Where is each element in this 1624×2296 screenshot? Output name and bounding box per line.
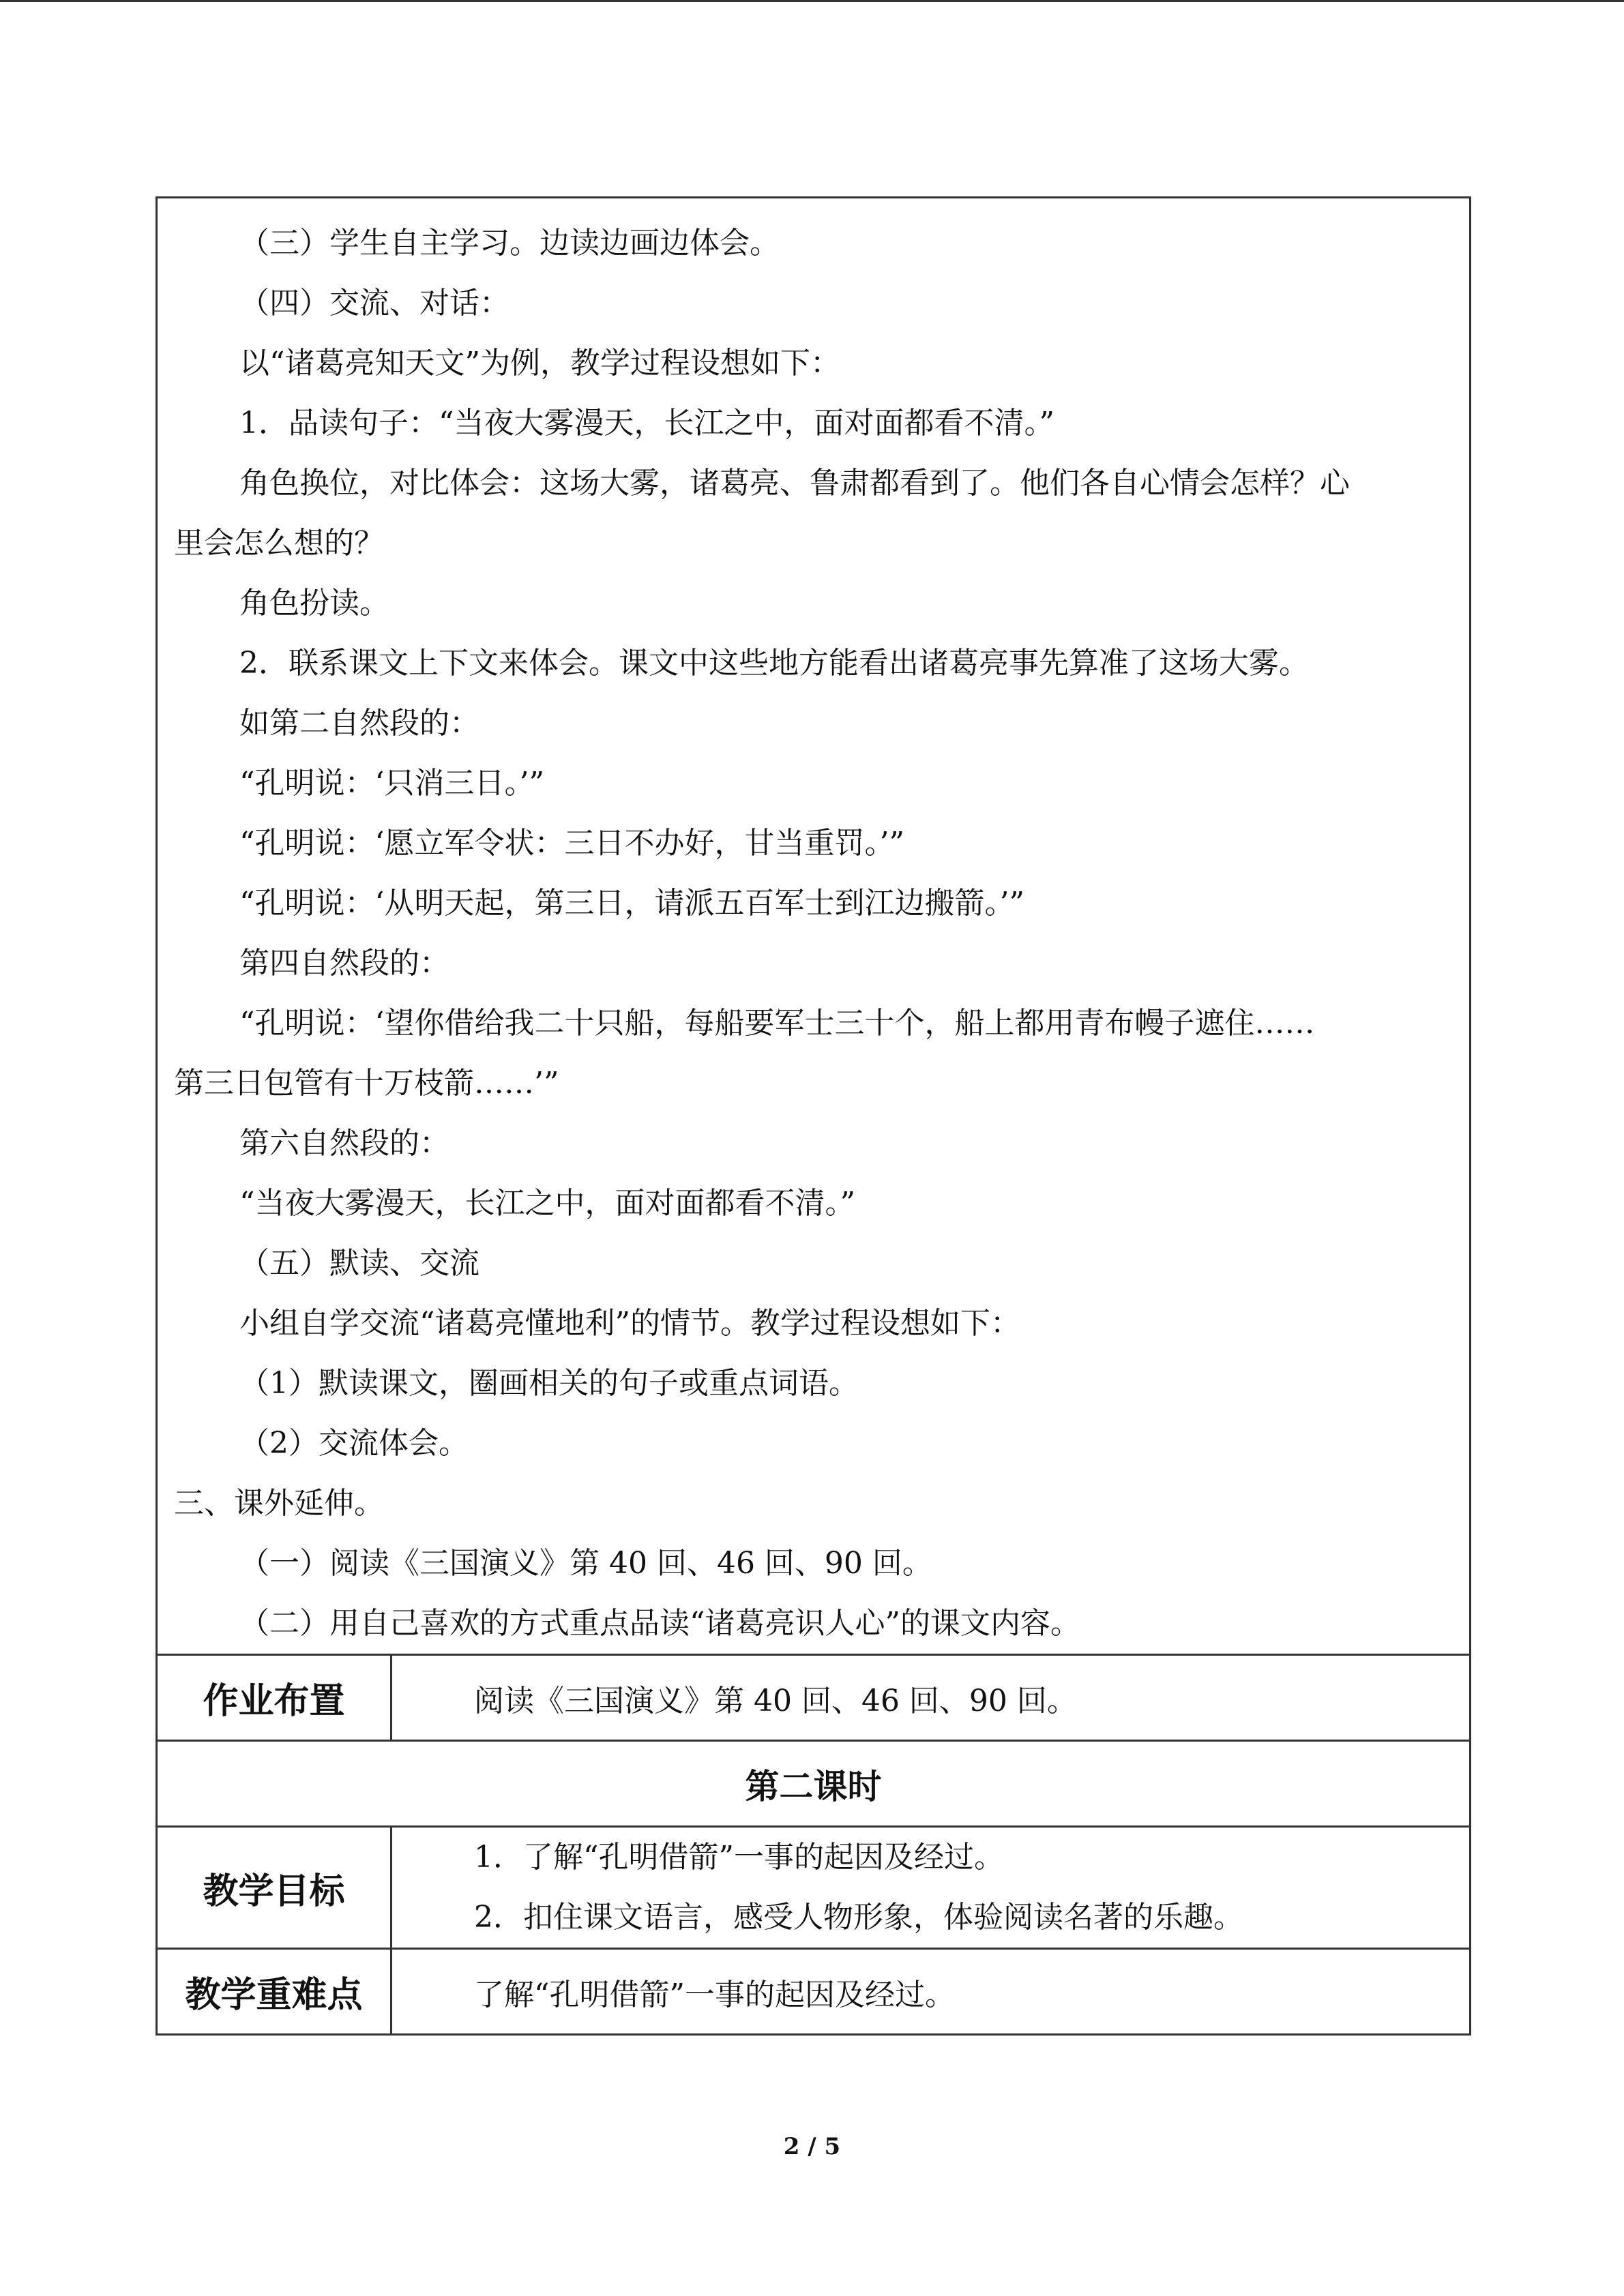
content-line: “孔明说：‘望你借给我二十只船，每船要军士三十个，船上都用青布幔子遮住…… <box>239 1006 1315 1041</box>
content-line: 第四自然段的： <box>239 946 449 981</box>
content-line: “孔明说：‘只消三日。’” <box>239 766 544 801</box>
content-line: （四）交流、对话： <box>239 286 510 320</box>
teaching-process-content <box>157 198 1471 1655</box>
content-line: （1）默读课文，圈画相关的句子或重点词语。 <box>239 1366 859 1401</box>
teaching-goals-row <box>157 1827 1471 1949</box>
content-line: （2）交流体会。 <box>239 1426 469 1461</box>
teaching-process-row <box>157 198 1471 1655</box>
content-line: 如第二自然段的： <box>239 706 479 741</box>
teaching-goal-item: 1．了解“孔明借箭”一事的起因及经过。 <box>474 1840 1004 1875</box>
content-line: 以“诸葛亮知天文”为例，教学过程设想如下： <box>239 346 840 381</box>
key-points-row <box>157 1949 1471 2035</box>
content-line: 1．品读句子：“当夜大雾漫天，长江之中，面对面都看不清。” <box>239 406 1054 441</box>
content-line: （五）默读、交流 <box>239 1246 479 1281</box>
teaching-goals-list <box>392 1827 1471 1949</box>
content-line: 2．联系课文上下文来体会。课文中这些地方能看出诸葛亮事先算准了这场大雾。 <box>239 646 1309 681</box>
homework-label: 作业布置 <box>157 1655 392 1741</box>
content-line: （一）阅读《三国演义》第 40 回、46 回、90 回。 <box>239 1546 932 1581</box>
homework-value: 阅读《三国演义》第 40 回、46 回、90 回。 <box>392 1655 1471 1741</box>
content-line: “当夜大雾漫天，长江之中，面对面都看不清。” <box>239 1186 855 1221</box>
content-line: “孔明说：‘从明天起，第三日，请派五百军士到江边搬箭。’” <box>239 886 1024 921</box>
lesson-title: 第二课时 <box>157 1741 1471 1827</box>
teaching-goals-label: 教学目标 <box>157 1827 392 1949</box>
content-line: 第六自然段的： <box>239 1126 449 1161</box>
content-line: （三）学生自主学习。边读边画边体会。 <box>239 226 780 260</box>
content-line: 三、课外延伸。 <box>174 1486 384 1521</box>
homework-row <box>157 1655 1471 1741</box>
content-line: （二）用自己喜欢的方式重点品读“诸葛亮识人心”的课文内容。 <box>239 1606 1080 1641</box>
content-line: 小组自学交流“诸葛亮懂地利”的情节。教学过程设想如下： <box>239 1306 1020 1341</box>
key-points-value: 了解“孔明借箭”一事的起因及经过。 <box>392 1949 1471 2035</box>
key-points-label: 教学重难点 <box>157 1949 392 2035</box>
teaching-goal-item: 2．扣住课文语言，感受人物形象，体验阅读名著的乐趣。 <box>474 1900 1243 1935</box>
lesson-plan-table <box>156 196 1471 2036</box>
page-number: 2 / 5 <box>783 2133 841 2160</box>
content-line: 角色换位，对比体会：这场大雾，诸葛亮、鲁肃都看到了。他们各自心情会怎样？心 <box>239 466 1350 501</box>
lesson-title-row <box>157 1741 1471 1827</box>
content-line: 角色扮读。 <box>239 586 389 621</box>
content-line: 里会怎么想的？ <box>174 526 384 561</box>
content-lines <box>174 198 1449 1654</box>
page-top-border <box>0 0 1624 2</box>
content-line: 第三日包管有十万枝箭……’” <box>174 1066 559 1101</box>
content-line: “孔明说：‘愿立军令状：三日不办好，甘当重罚。’” <box>239 826 904 861</box>
